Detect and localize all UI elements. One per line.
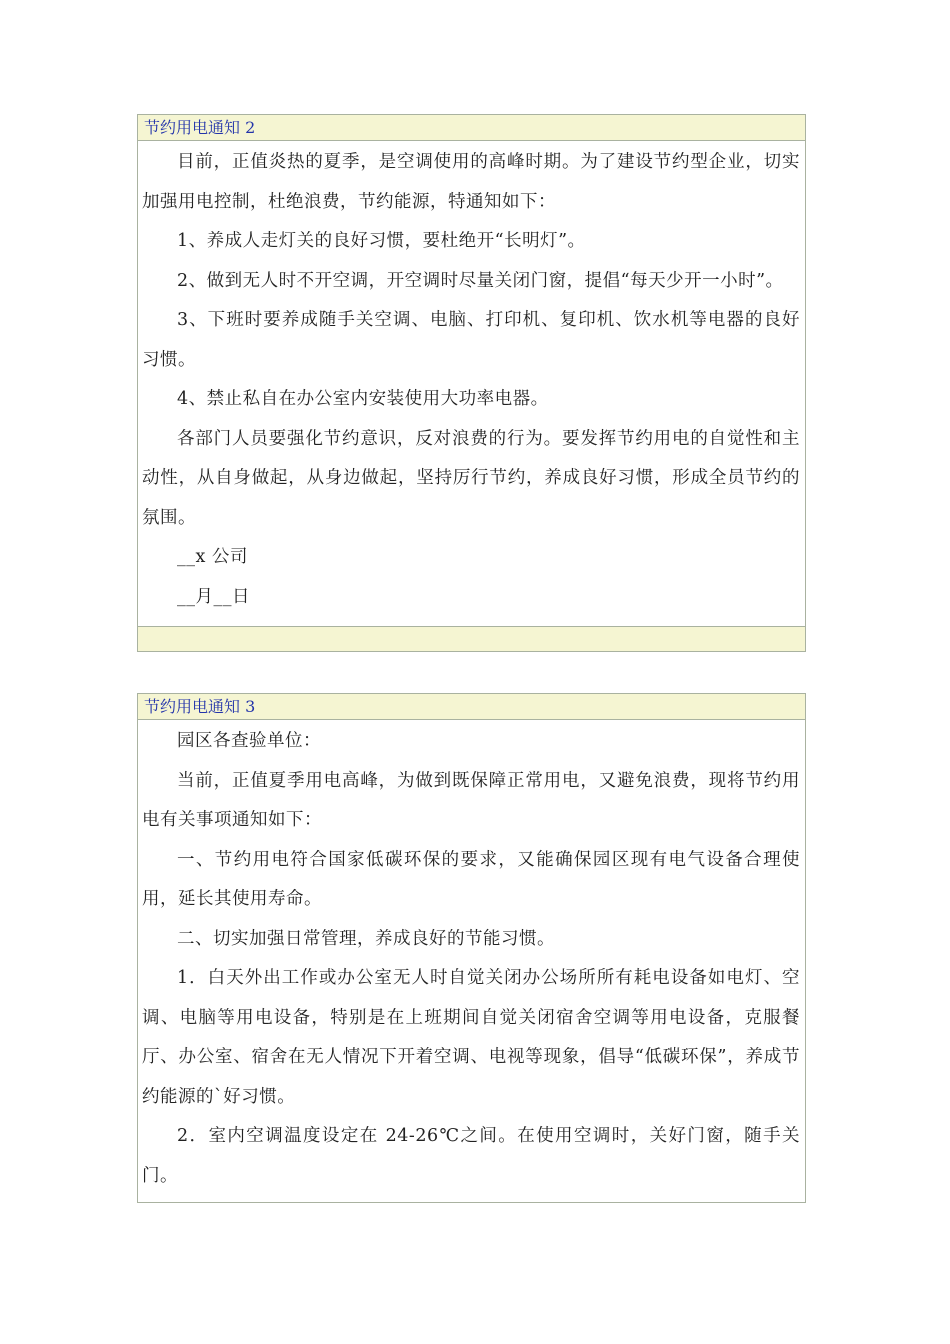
notice-content <box>138 720 805 1196</box>
paragraph: 目前，正值炎热的夏季，是空调使用的高峰时期。为了建设节约型企业，切实加强用电控制，杜绝浪费，节约能源，特通知如下： <box>142 152 800 212</box>
paragraph: 3、下班时要养成随手关空调、电脑、打印机、复印机、饮水机等电器的良好习惯。 <box>142 310 800 370</box>
signature-company: __x 公司 <box>177 547 248 567</box>
paragraph: 1．白天外出工作或办公室无人时自觉关闭办公场所所有耗电设备如电灯、空调、电脑等用电设备，特别是在上班期间自觉关闭宿舍空调等用电设备，克服餐厅、办公室、宿舍在无人情况下开着空调、电视等现象，倡导“低碳环保”，养成节约能源的`好习惯。 <box>142 968 800 1107</box>
notice-title: 节约用电通知 2 <box>144 118 256 137</box>
signature-date: __月__日 <box>177 586 250 607</box>
paragraph: 2、做到无人时不开空调，开空调时尽量关闭门窗，提倡“每天少开一小时”。 <box>177 270 784 291</box>
notice-title-bar <box>138 694 805 720</box>
salutation: 园区各查验单位： <box>177 731 321 751</box>
notice-box-2 <box>137 114 806 652</box>
paragraph: 4、禁止私自在办公室内安装使用大功率电器。 <box>177 389 549 409</box>
paragraph: 二、切实加强日常管理，养成良好的节能习惯。 <box>177 928 555 949</box>
paragraph: 2．室内空调温度设定在 24-26℃之间。在使用空调时，关好门窗，随手关门。 <box>142 1126 800 1186</box>
notice-box-3 <box>137 693 806 1203</box>
notice-title-bar <box>138 115 805 141</box>
notice-title: 节约用电通知 3 <box>144 697 256 716</box>
paragraph: 1、养成人走灯关的良好习惯，要杜绝开“长明灯”。 <box>177 231 586 251</box>
notice-content <box>138 141 805 626</box>
paragraph: 各部门人员要强化节约意识，反对浪费的行为。要发挥节约用电的自觉性和主动性，从自身做起，从身边做起，坚持厉行节约，养成良好习惯，形成全员节约的氛围。 <box>142 428 800 528</box>
paragraph: 当前，正值夏季用电高峰，为做到既保障正常用电，又避免浪费，现将节约用电有关事项通知如下： <box>142 770 800 830</box>
notice-footer-bar <box>138 626 805 651</box>
paragraph: 一、节约用电符合国家低碳环保的要求，又能确保园区现有电气设备合理使用，延长其使用寿命。 <box>142 849 800 909</box>
